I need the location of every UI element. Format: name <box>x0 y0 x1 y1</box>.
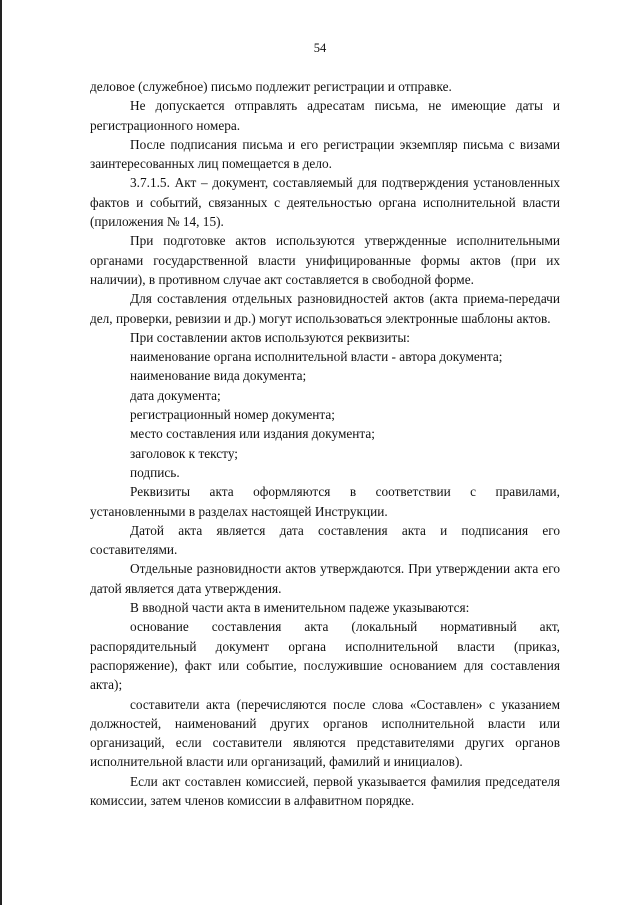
list-item: дата документа; <box>130 387 221 403</box>
list-intro: При составлении актов используются реквизиты: <box>130 329 410 345</box>
paragraph: Отдельные разновидности актов утверждаются. При утверждении акта его датой является дата утверждения. <box>90 561 560 596</box>
paragraph: составители акта (перечисляются после слова «Составлен» с указанием должностей, наименований других органов исполнительной власти или организаций, если составители являются представителями других органов исполнительной власти или организаций, фамилий и инициалов). <box>90 696 560 770</box>
list-item: регистрационный номер документа; <box>130 407 335 423</box>
document-body <box>90 77 560 810</box>
list-item: наименование органа исполнительной власти - автора документа; <box>130 349 503 365</box>
paragraph: В вводной части акта в именительном падеже указываются: <box>130 600 470 616</box>
page-left-edge <box>0 0 2 905</box>
paragraph: Если акт составлен комиссией, первой указывается фамилия председателя комиссии, затем членов комиссии в алфавитном порядке. <box>90 773 560 808</box>
paragraph: деловое (служебное) письмо подлежит регистрации и отправке. <box>90 79 452 94</box>
paragraph: Реквизиты акта оформляются в соответствии с правилами, установленными в разделах настоящей Инструкции. <box>90 484 560 519</box>
paragraph: Датой акта является дата составления акта и подписания его составителями. <box>90 522 560 558</box>
paragraph: После подписания письма и его регистрации экземпляр письма с визами заинтересованных лиц помещается в дело. <box>90 136 560 172</box>
paragraph-act-definition: 3.7.1.5. Акт – документ, составляемый для подтверждения установленных фактов и событий, связанных с деятельностью органа исполнительной власти (приложения № 14, 15). <box>90 175 560 230</box>
list-item: наименование вида документа; <box>130 368 307 384</box>
list-item: заголовок к тексту; <box>130 445 238 461</box>
paragraph: основание составления акта (локальный нормативный акт, распорядительный документ органа исполнительной власти (приказ, распоряжение), факт или событие, послужившие основанием для составления акта); <box>90 619 560 693</box>
paragraph: Для составления отдельных разновидностей актов (акта приема-передачи дел, проверки, ревизии и др.) могут использоваться электронные шаблоны актов. <box>90 291 560 326</box>
paragraph: Не допускается отправлять адресатам письма, не имеющие даты и регистрационного номера. <box>90 98 560 133</box>
paragraph: При подготовке актов используются утвержденные исполнительными органами государственной власти унифицированные формы актов (при их наличии), в противном случае акт составляется в свободной форме. <box>90 233 560 287</box>
page-number: 54 <box>313 41 327 55</box>
list-item: место составления или издания документа; <box>130 426 375 442</box>
list-item: подпись. <box>130 464 180 480</box>
